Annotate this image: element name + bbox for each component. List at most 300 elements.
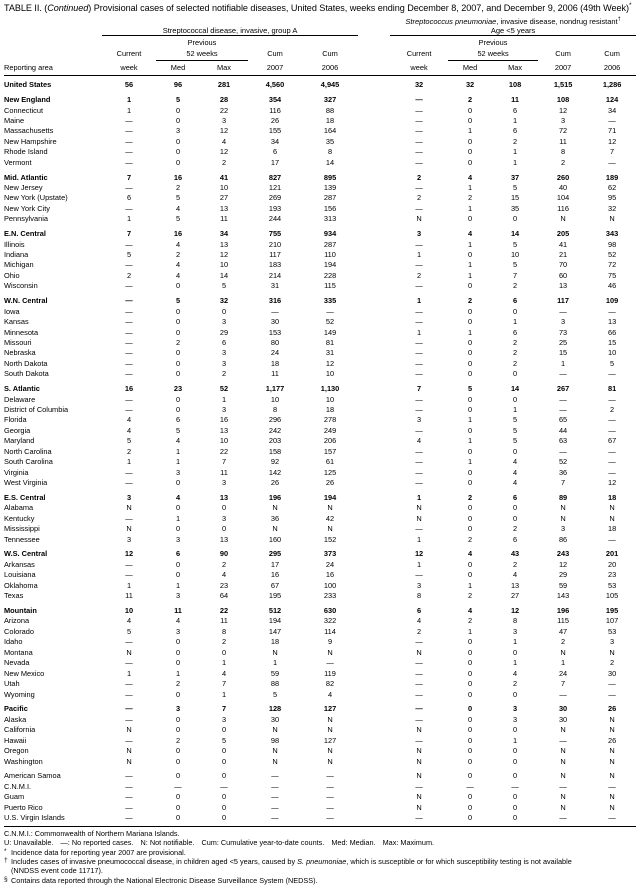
cell-cum2007-a: 117	[269, 250, 281, 260]
header-current-2: Current	[406, 49, 432, 59]
cell-current-week-b: —	[415, 668, 423, 678]
cell-current-week-b: 4	[417, 616, 422, 626]
cell-cum2006-a: 14	[325, 157, 335, 167]
cell-cum2007-a: 18	[270, 358, 280, 368]
cell-med-a: 0	[175, 281, 181, 291]
cell-med-a: 0	[175, 147, 181, 157]
table-row	[4, 249, 636, 259]
table-row	[4, 678, 636, 688]
cell-cum2006-b: N	[609, 771, 615, 781]
cell-max-a: 13	[219, 534, 229, 544]
cell-max-a: 7	[221, 679, 227, 689]
cell-cum2006-a: 125	[323, 467, 337, 477]
cell-cum2006-a: 194	[323, 260, 337, 270]
cell-med-a: 0	[175, 404, 181, 414]
row-gap-cell	[358, 260, 390, 270]
cell-cum2006-b: 26	[607, 704, 617, 714]
cell-max-b: 6	[513, 492, 518, 502]
cell-cum2007-b: 40	[558, 183, 568, 193]
cell-cum2006-a: 18	[325, 404, 335, 414]
cell-max-a: 0	[221, 524, 227, 534]
header-gap	[358, 17, 390, 36]
row-area-label: Vermont	[4, 157, 32, 167]
cell-max-a: 1	[221, 658, 227, 668]
cell-cum2007-b: 65	[558, 415, 568, 425]
cell-cum2007-b: 267	[556, 384, 570, 394]
cell-med-a: 1	[175, 513, 181, 523]
row-gap-cell	[358, 348, 390, 358]
cell-max-a: 90	[219, 549, 229, 559]
cell-current-week-a: N	[126, 756, 132, 766]
cell-cum2006-a: 1,130	[320, 384, 340, 394]
cell-med-b: 0	[468, 503, 473, 513]
row-area-label: United States	[4, 80, 52, 90]
cell-cum2007-a: 316	[268, 296, 282, 306]
row-gap-cell	[358, 281, 390, 291]
cell-max-a: 1	[221, 394, 227, 404]
cell-current-week-b: —	[415, 813, 423, 823]
cell-med-a: 4	[175, 616, 181, 626]
row-area-label: Pennsylvania	[4, 214, 48, 224]
cell-med-b: 1	[468, 126, 473, 136]
cell-max-b: 1	[513, 147, 518, 157]
row-area-label: Rhode Island	[4, 147, 48, 157]
cell-max-b: 0	[513, 792, 518, 802]
cell-current-week-a: —	[125, 637, 133, 647]
cell-current-week-a: —	[125, 658, 133, 668]
cell-med-a: 4	[175, 436, 181, 446]
legend-med: Med: Median.	[331, 838, 376, 848]
cell-cum2007-b: —	[559, 689, 567, 699]
cell-med-a: 23	[173, 384, 183, 394]
cell-cum2007-a: —	[271, 813, 279, 823]
legend-dash: —: No reported cases.	[60, 838, 134, 848]
cell-cum2006-b: 52	[607, 250, 617, 260]
cell-cum2006-b: —	[608, 415, 616, 425]
cell-max-a: 23	[219, 580, 229, 590]
cell-cum2007-a: N	[272, 756, 278, 766]
cell-med-a: 4	[175, 492, 181, 502]
cell-cum2007-b: —	[559, 369, 567, 379]
cell-max-a: 14	[219, 270, 229, 280]
header-week-1: week	[102, 60, 156, 75]
cell-max-b: 3	[513, 714, 518, 724]
table-row	[4, 157, 636, 167]
row-area-label: E.S. Central	[4, 492, 46, 502]
cell-current-week-a: 11	[125, 591, 133, 601]
table-row	[4, 404, 636, 414]
legend-max: Max: Maximum.	[382, 838, 435, 848]
cell-max-a: 0	[221, 813, 227, 823]
row-gap-cell	[358, 316, 390, 326]
cell-med-b: 0	[468, 467, 473, 477]
cell-current-week-a: 7	[126, 229, 132, 239]
cell-cum2006-b: 18	[607, 524, 617, 534]
cell-cum2007-b: 3	[561, 524, 566, 534]
row-gap-cell	[358, 703, 390, 713]
row-gap-cell	[358, 214, 390, 224]
cell-cum2007-b: 30	[558, 704, 568, 714]
cell-cum2007-a: 4,560	[265, 80, 285, 90]
cell-cum2007-b: 1,515	[553, 80, 573, 90]
cell-cum2006-b: 12	[607, 478, 617, 488]
header-cum-2: Cum	[322, 49, 338, 59]
cell-current-week-b: —	[415, 524, 423, 534]
row-area-label: Maine	[4, 116, 25, 126]
cell-cum2007-b: N	[560, 214, 566, 224]
cell-current-week-a: —	[125, 116, 133, 126]
cell-cum2007-b: 143	[556, 591, 570, 601]
cell-cum2007-b: 7	[561, 478, 566, 488]
cell-current-week-a: —	[125, 126, 133, 136]
cell-cum2007-a: 269	[268, 193, 282, 203]
cell-cum2006-b: 95	[607, 193, 617, 203]
cell-med-b: 1	[468, 239, 473, 249]
cell-cum2006-b: 124	[605, 95, 619, 105]
cell-current-week-b: 2	[417, 172, 422, 182]
cell-cum2007-a: 155	[268, 126, 282, 136]
row-gap-cell	[358, 126, 390, 136]
group2-subtitle: Age <5 years	[490, 26, 536, 36]
cell-cum2006-b: 75	[607, 270, 617, 280]
row-gap-cell	[358, 337, 390, 347]
cell-max-a: 11	[220, 467, 228, 477]
cell-cum2007-b: 63	[558, 436, 568, 446]
cell-cum2007-a: 242	[268, 425, 282, 435]
cell-cum2007-a: N	[272, 725, 278, 735]
row-gap-cell	[358, 657, 390, 667]
row-area-label: Washington	[4, 756, 43, 766]
cell-cum2006-a: N	[327, 746, 333, 756]
cell-cum2006-a: 26	[325, 478, 335, 488]
row-gap-cell	[358, 492, 390, 502]
group2-marker: †	[617, 16, 621, 23]
row-area-label: Wisconsin	[4, 281, 38, 291]
cell-cum2007-b: N	[560, 746, 566, 756]
cell-cum2006-a: 895	[323, 172, 337, 182]
cell-current-week-b: —	[415, 183, 423, 193]
cell-current-week-b: N	[416, 647, 422, 657]
cell-cum2007-a: 203	[268, 436, 282, 446]
cell-cum2007-a: 295	[268, 549, 282, 559]
cell-current-week-a: 10	[124, 606, 134, 615]
cell-med-a: 0	[175, 647, 181, 657]
row-area-label: Maryland	[4, 436, 35, 446]
cell-max-a: 5	[221, 281, 227, 291]
cell-max-a: 11	[220, 214, 228, 224]
row-area-label: Hawaii	[4, 735, 27, 745]
cell-cum2006-a: 10	[325, 369, 335, 379]
cell-cum2007-a: 354	[268, 95, 282, 105]
cell-max-b: 4	[513, 478, 518, 488]
cell-cum2007-b: —	[559, 813, 567, 823]
table-row	[4, 502, 636, 512]
row-area-label: Minnesota	[4, 327, 39, 337]
header-week-2: week	[390, 60, 448, 75]
row-gap-cell	[358, 668, 390, 678]
cell-max-b: 4	[513, 467, 518, 477]
footnote-star	[4, 848, 636, 857]
cell-cum2007-b: —	[559, 404, 567, 414]
cell-max-a: 10	[219, 260, 229, 270]
cell-cum2006-a: 228	[323, 270, 337, 280]
cell-med-b: 0	[468, 358, 473, 368]
cell-med-b: 0	[468, 559, 473, 569]
cell-max-b: 1	[513, 317, 518, 327]
cell-current-week-a: —	[125, 771, 133, 781]
cell-max-a: 12	[219, 126, 229, 136]
cell-cum2006-a: 24	[325, 559, 335, 569]
row-gap-cell	[358, 239, 390, 249]
cell-current-week-a: —	[125, 735, 133, 745]
cell-cum2006-b: 98	[607, 239, 617, 249]
row-area-label: New York (Upstate)	[4, 193, 68, 203]
row-gap-cell	[358, 771, 390, 781]
table-row	[4, 802, 636, 812]
cell-cum2007-a: 30	[270, 317, 280, 327]
cell-cum2006-b: N	[609, 647, 615, 657]
row-area-label: S. Atlantic	[4, 384, 40, 394]
cell-max-a: 0	[221, 771, 227, 781]
cell-max-b: 6	[513, 126, 518, 136]
cell-med-a: 0	[175, 358, 181, 368]
cell-med-b: 4	[468, 549, 473, 559]
cell-med-b: 0	[468, 735, 473, 745]
legend-u: U: Unavailable.	[4, 838, 54, 848]
header-current-1: Current	[116, 49, 142, 59]
cell-cum2007-b: 12	[558, 559, 568, 569]
row-area-label: Utah	[4, 679, 20, 689]
cell-current-week-a: —	[125, 369, 133, 379]
cell-med-a: 96	[173, 80, 183, 90]
cell-med-b: 2	[468, 534, 473, 544]
row-area-label: Guam	[4, 792, 25, 802]
row-area-label: Illinois	[4, 239, 25, 249]
cell-cum2006-a: 249	[323, 425, 337, 435]
table-row	[4, 316, 636, 326]
cell-cum2006-a: —	[326, 658, 334, 668]
row-area-label: Indiana	[4, 250, 29, 260]
cell-cum2007-b: 15	[558, 348, 568, 358]
row-area-label: New Jersey	[4, 183, 43, 193]
cell-current-week-a: 3	[126, 534, 132, 544]
cell-max-a: 28	[219, 95, 229, 105]
cell-max-a: 3	[221, 116, 227, 126]
cell-current-week-b: 7	[417, 384, 422, 394]
cell-med-a: 0	[175, 503, 181, 513]
row-area-label: District of Columbia	[4, 404, 69, 414]
row-area-label: Florida	[4, 415, 27, 425]
cell-med-b: 0	[468, 116, 473, 126]
cell-max-a: 0	[221, 725, 227, 735]
cell-cum2006-a: 82	[325, 679, 335, 689]
cell-med-a: 5	[175, 425, 181, 435]
cell-current-week-b: —	[415, 95, 423, 105]
cell-max-b: 6	[513, 105, 518, 115]
cell-cum2007-b: N	[560, 792, 566, 802]
cell-cum2006-a: 31	[325, 348, 335, 358]
group1-title: Streptococcal disease, invasive, group A	[162, 26, 298, 36]
cell-cum2006-a: 52	[325, 317, 335, 327]
cell-med-a: 5	[175, 214, 181, 224]
cell-cum2006-a: 327	[323, 95, 337, 105]
cell-med-a: 0	[175, 306, 181, 316]
cell-cum2006-a: 164	[323, 126, 337, 136]
table-row	[4, 358, 636, 368]
table-row	[4, 689, 636, 699]
cell-max-b: 6	[513, 534, 518, 544]
cell-cum2007-b: —	[559, 446, 567, 456]
cell-max-a: 13	[219, 425, 229, 435]
table-row	[4, 456, 636, 466]
cell-cum2007-a: 142	[268, 467, 282, 477]
cell-med-b: —	[466, 781, 474, 791]
header-cum2007-1: 2007	[248, 60, 302, 75]
table-row	[4, 756, 636, 766]
table-row	[4, 306, 636, 316]
cell-cum2007-b: N	[560, 513, 566, 523]
cell-cum2007-a: 30	[270, 714, 280, 724]
cell-current-week-a: —	[125, 317, 133, 327]
header-gap-2	[358, 36, 390, 48]
table-row	[4, 657, 636, 667]
cell-med-a: 1	[175, 457, 181, 467]
cell-current-week-a: —	[125, 348, 133, 358]
cell-med-a: 2	[175, 735, 181, 745]
row-gap-cell	[358, 415, 390, 425]
table-row	[4, 281, 636, 291]
cell-cum2007-a: 8	[272, 404, 278, 414]
row-area-label: Massachusetts	[4, 126, 54, 136]
cell-current-week-b: —	[415, 570, 423, 580]
legend-n: N: Not notifiable.	[140, 838, 195, 848]
cell-max-a: 29	[219, 327, 229, 337]
cell-med-a: 0	[175, 570, 181, 580]
cell-cum2007-a: 92	[270, 457, 280, 467]
cell-med-b: 1	[468, 183, 473, 193]
cell-max-b: 0	[513, 306, 518, 316]
footnotes	[4, 826, 636, 885]
cell-current-week-b: N	[416, 746, 422, 756]
cell-med-a: 2	[175, 679, 181, 689]
cell-cum2006-a: —	[326, 306, 334, 316]
cell-cum2006-b: 15	[607, 337, 617, 347]
cell-max-b: 0	[513, 771, 518, 781]
cell-med-a: 3	[175, 704, 181, 714]
cell-cum2006-a: 16	[325, 570, 335, 580]
cell-max-b: 6	[513, 327, 518, 337]
table-row	[4, 467, 636, 477]
cell-max-b: 12	[510, 606, 520, 615]
row-area-label: Arizona	[4, 616, 30, 626]
cell-med-a: 16	[173, 172, 183, 182]
row-gap-cell	[358, 523, 390, 533]
cell-current-week-b: —	[415, 260, 423, 270]
cell-max-b: 5	[513, 183, 518, 193]
cell-cum2007-a: —	[271, 781, 279, 791]
cell-current-week-a: 7	[126, 172, 132, 182]
row-area-label: Oklahoma	[4, 580, 38, 590]
cell-max-a: 2	[221, 559, 227, 569]
cell-max-b: 1	[513, 658, 518, 668]
cell-max-b: 5	[513, 436, 518, 446]
cell-med-b: 1	[468, 270, 473, 280]
cell-max-b: 3	[513, 704, 518, 714]
cell-cum2006-b: 26	[607, 735, 617, 745]
cell-current-week-b: —	[415, 317, 423, 327]
row-gap-cell	[358, 781, 390, 791]
cell-cum2007-a: 88	[270, 679, 280, 689]
cell-cum2007-a: N	[272, 647, 278, 657]
header-previous-label-2	[448, 36, 538, 48]
cell-current-week-a: 5	[126, 626, 132, 636]
cell-current-week-b: —	[415, 658, 423, 668]
cell-med-b: 0	[468, 317, 473, 327]
table-row	[4, 745, 636, 755]
row-gap-cell	[358, 249, 390, 259]
cell-med-b: 2	[468, 492, 473, 502]
cell-cum2007-b: 30	[558, 714, 568, 724]
row-area-label: New Hampshire	[4, 136, 57, 146]
cell-cum2007-b: —	[559, 306, 567, 316]
row-area-label: North Dakota	[4, 358, 48, 368]
legend-cum: Cum: Cumulative year-to-date counts.	[201, 838, 325, 848]
cell-med-b: 0	[468, 524, 473, 534]
header-max-1: Max	[200, 60, 248, 75]
cell-cum2006-b: 62	[607, 183, 617, 193]
header-med-2: Med	[448, 60, 492, 75]
table-row	[4, 559, 636, 569]
cell-cum2007-b: —	[559, 735, 567, 745]
cell-med-a: 2	[175, 250, 181, 260]
cell-med-b: 0	[468, 658, 473, 668]
cell-max-b: 1	[513, 735, 518, 745]
cell-med-b: 0	[468, 425, 473, 435]
table-row	[4, 647, 636, 657]
cell-cum2007-a: 116	[269, 105, 281, 115]
cell-current-week-b: —	[415, 457, 423, 467]
cell-cum2007-b: 59	[558, 580, 568, 590]
cell-current-week-a: —	[125, 781, 133, 791]
cell-med-b: 0	[468, 136, 473, 146]
cell-max-a: 7	[221, 457, 227, 467]
table-row	[4, 523, 636, 533]
table-row	[4, 714, 636, 724]
cell-current-week-b: —	[415, 704, 423, 714]
table-row	[4, 569, 636, 579]
cell-max-a: 1	[221, 689, 227, 699]
cell-max-a: —	[220, 781, 228, 791]
cell-current-week-b: —	[415, 203, 423, 213]
cell-med-b: 0	[468, 714, 473, 724]
cell-med-a: 0	[175, 157, 181, 167]
cell-cum2007-b: 115	[557, 616, 569, 626]
cell-med-b: 0	[468, 281, 473, 291]
cell-cum2007-b: 2	[561, 637, 566, 647]
header-cum-4: Cum	[604, 49, 620, 59]
cell-max-a: 281	[217, 80, 231, 90]
cell-cum2007-b: N	[560, 647, 566, 657]
footnote-star-marker: *	[4, 847, 7, 855]
table-row	[4, 239, 636, 249]
row-area-label: Tennessee	[4, 534, 40, 544]
cell-cum2006-b: N	[609, 802, 615, 812]
cell-current-week-a: —	[125, 306, 133, 316]
row-area-label: Delaware	[4, 394, 36, 404]
cell-max-a: 41	[219, 172, 229, 182]
cell-max-a: 16	[219, 415, 229, 425]
cell-med-b: 0	[468, 478, 473, 488]
